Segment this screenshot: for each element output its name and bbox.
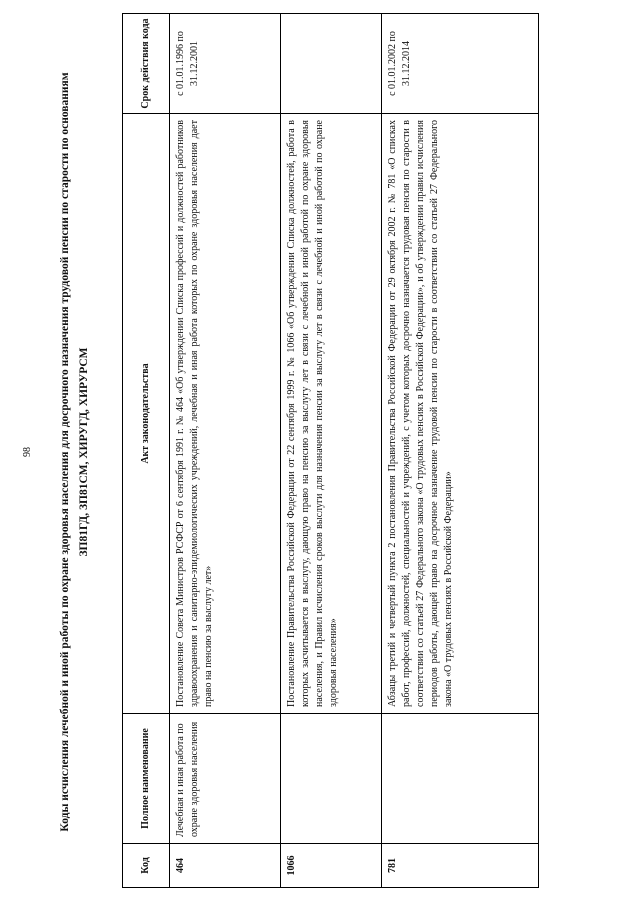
table-row bbox=[170, 14, 281, 888]
cell-code: 1066 bbox=[281, 844, 382, 888]
page-number: 98 bbox=[22, 447, 33, 457]
cell-act: Постановление Правительства Российской Федерации от 22 сентября 1999 г. № 1066 «Об утверждении Списка должностей, работа в которых засчитывается в выслугу, дающую право на пенсию за выслугу лет в связи с лечебной и иной работой по охране здоровья населения, и Правил исчисления сроков выслуги для назначения пенсии за выслугу лет в связи с лечебной и иной работой по охране здоровья населения» bbox=[281, 114, 382, 714]
header-code: Код bbox=[123, 844, 170, 888]
table-header-row bbox=[123, 14, 170, 888]
cell-name bbox=[382, 714, 539, 844]
rotated-sheet bbox=[10, 12, 630, 892]
cell-period: с 01.01.2002 по 31.12.2014 bbox=[382, 14, 539, 114]
cell-name bbox=[281, 714, 382, 844]
document-title-line-1: Коды исчисления лечебной и иной работы по охране здоровья населения для досрочного назначения трудовой пенсии по старости по основаниям bbox=[59, 72, 71, 832]
table-row bbox=[281, 14, 382, 888]
header-name: Полное наименование bbox=[123, 714, 170, 844]
header-act: Акт законодательства bbox=[123, 114, 170, 714]
header-period: Срок действия кода bbox=[123, 14, 170, 114]
document-title bbox=[56, 16, 94, 888]
table-row bbox=[382, 14, 539, 888]
cell-name: Лечебная и иная работа по охране здоровья населения bbox=[170, 714, 281, 844]
cell-code: 464 bbox=[170, 844, 281, 888]
cell-period: с 01.01.1996 по 31.12.2001 bbox=[170, 14, 281, 114]
cell-period bbox=[281, 14, 382, 114]
cell-act: Абзацы третий и четвертый пункта 2 постановления Правительства Российской Федерации от 29 октября 2002 г. № 781 «О списках работ, профессий, должностей, специальностей и учреждений, с учетом которых досрочно назначается трудовая пенсия по старости в соответствии со статьей 27 Федерального закона «О трудовых пенсиях в Российской Федерации», и об утверждении правил исчисления периодов работы, дающей право на досрочное назначение трудовой пенсии по старости в соответствии со статьей 27 Федерального закона «О трудовых пенсиях в Российской Федерации» bbox=[382, 114, 539, 714]
cell-act: Постановление Совета Министров РСФСР от 6 сентября 1991 г. № 464 «Об утверждении Списка профессий и должностей работников здравоохранения и санитарно-эпидемиологических учреждений, лечебная и иная работа которых по охране здоровья населения дает право на пенсию за выслугу лет» bbox=[170, 114, 281, 714]
document-title-line-2: ЗП81ГД, ЗП81СМ, ХИРУГД, ХИРУРСМ bbox=[78, 347, 90, 557]
cell-code: 781 bbox=[382, 844, 539, 888]
codes-table bbox=[122, 13, 539, 888]
